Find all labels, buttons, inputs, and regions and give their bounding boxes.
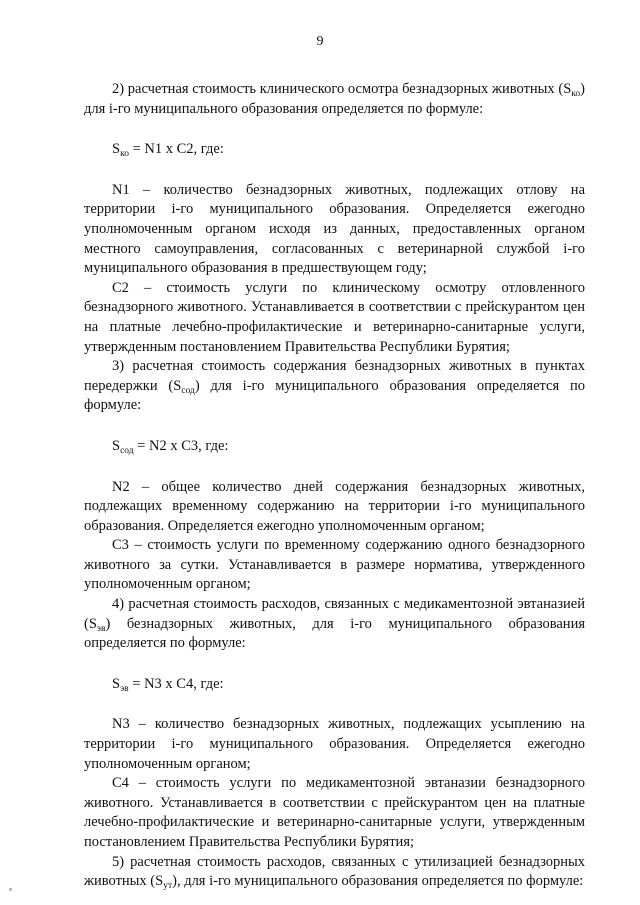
paragraph-item-4 xyxy=(84,595,585,654)
paragraph-c2: С2 – стоимость услуги по клиническому осмотру отловленного безнадзорного животного. Устанавливается в соответствии с прейскурантом цен на платные лечебно-профилактические и ветеринарно-санитарные услуги, утвержденным постановлением Правительства Республики Бурятия; xyxy=(84,279,585,355)
item-3-text-start: 3) расчетная стоимость содержания безнадзорных животных в пунктах передержки (S xyxy=(84,358,585,394)
item-3-text-end: ) для i-го муниципального образования определяется по формуле: xyxy=(84,377,585,414)
paragraph-c3: С3 – стоимость услуги по временному содержанию одного безнадзорного животного за сутки. Устанавливается в размере норматива, утвержденного уполномоченным органом; xyxy=(84,537,585,593)
paragraph-n3: N3 – количество безнадзорных животных, подлежащих усыплению на территории i-го муниципального образования. Определяется ежегодно уполномоченным органом; xyxy=(84,716,585,772)
formula-s-ko-expression: = N1 x C2, где: xyxy=(128,141,224,158)
page-number: 9 xyxy=(316,34,324,49)
formula-s-sod xyxy=(84,437,585,457)
item-4-text-start: 4) расчетная стоимость расходов, связанных с медикаментозной эвтаназией (S xyxy=(84,596,585,632)
item-5-text-start: 5) расчетная стоимость расходов, связанных с утилизацией безнадзорных животных (S xyxy=(84,853,585,890)
formula-s-sod-expression: = N2 x C3, где: xyxy=(133,437,229,454)
paragraph-item-3 xyxy=(84,357,585,416)
item-2-subscript: ко xyxy=(571,89,581,99)
formula-s-sod-symbol: S xyxy=(112,437,121,454)
document-body xyxy=(84,80,585,892)
formula-s-sod-subscript: сод xyxy=(120,445,134,456)
paragraph-item-2 xyxy=(84,80,585,119)
formula-s-ev-expression: = N3 x C4, где: xyxy=(128,675,224,692)
item-5-text-end: ), для i-го муниципального образования определяется по формуле: xyxy=(172,873,584,890)
scan-speck xyxy=(9,888,12,891)
item-3-subscript: сод xyxy=(181,385,195,396)
item-4-text-end: ) безнадзорных животных, для i-го муниципального образования определяется по формуле: xyxy=(84,615,585,652)
item-2-text-end: ) для i-го муниципального образования определяется по формуле: xyxy=(84,81,585,117)
formula-s-ev xyxy=(84,675,585,695)
item-5-subscript: ут xyxy=(163,881,173,892)
paragraph-c4: С4 – стоимость услуги по медикаментозной эвтаназии безнадзорного животного. Устанавливается в соответствии с прейскурантом цен на платные лечебно-профилактические и ветеринарно-санитарные услуги, утвержденным постановлением Правительства Республики Бурятия; xyxy=(84,775,585,850)
paragraph-n1: N1 – количество безнадзорных животных, подлежащих отлову на территории i-го муниципального образования. Определяется ежегодно уполномоченным органом исходя из данных, предоставленных органом местного самоуправления, согласованных с ветеринарной службой i-го муниципального образования в предшествующем году; xyxy=(84,181,585,277)
formula-s-ev-symbol: S xyxy=(112,675,121,692)
formula-s-ko-symbol: S xyxy=(112,141,121,158)
formula-s-ko xyxy=(84,140,585,160)
item-2-text-start: 2) расчетная стоимость клинического осмотра безнадзорных животных (S xyxy=(112,81,572,97)
paragraph-item-5 xyxy=(84,853,585,892)
item-4-subscript: эв xyxy=(96,623,106,634)
formula-s-ev-subscript: эв xyxy=(120,683,129,694)
formula-s-ko-subscript: ко xyxy=(120,149,129,160)
paragraph-n2: N2 – общее количество дней содержания безнадзорных животных, подлежащих временному содержанию на территории i-го муниципального образования. Определяется ежегодно уполномоченным органом; xyxy=(84,478,585,534)
